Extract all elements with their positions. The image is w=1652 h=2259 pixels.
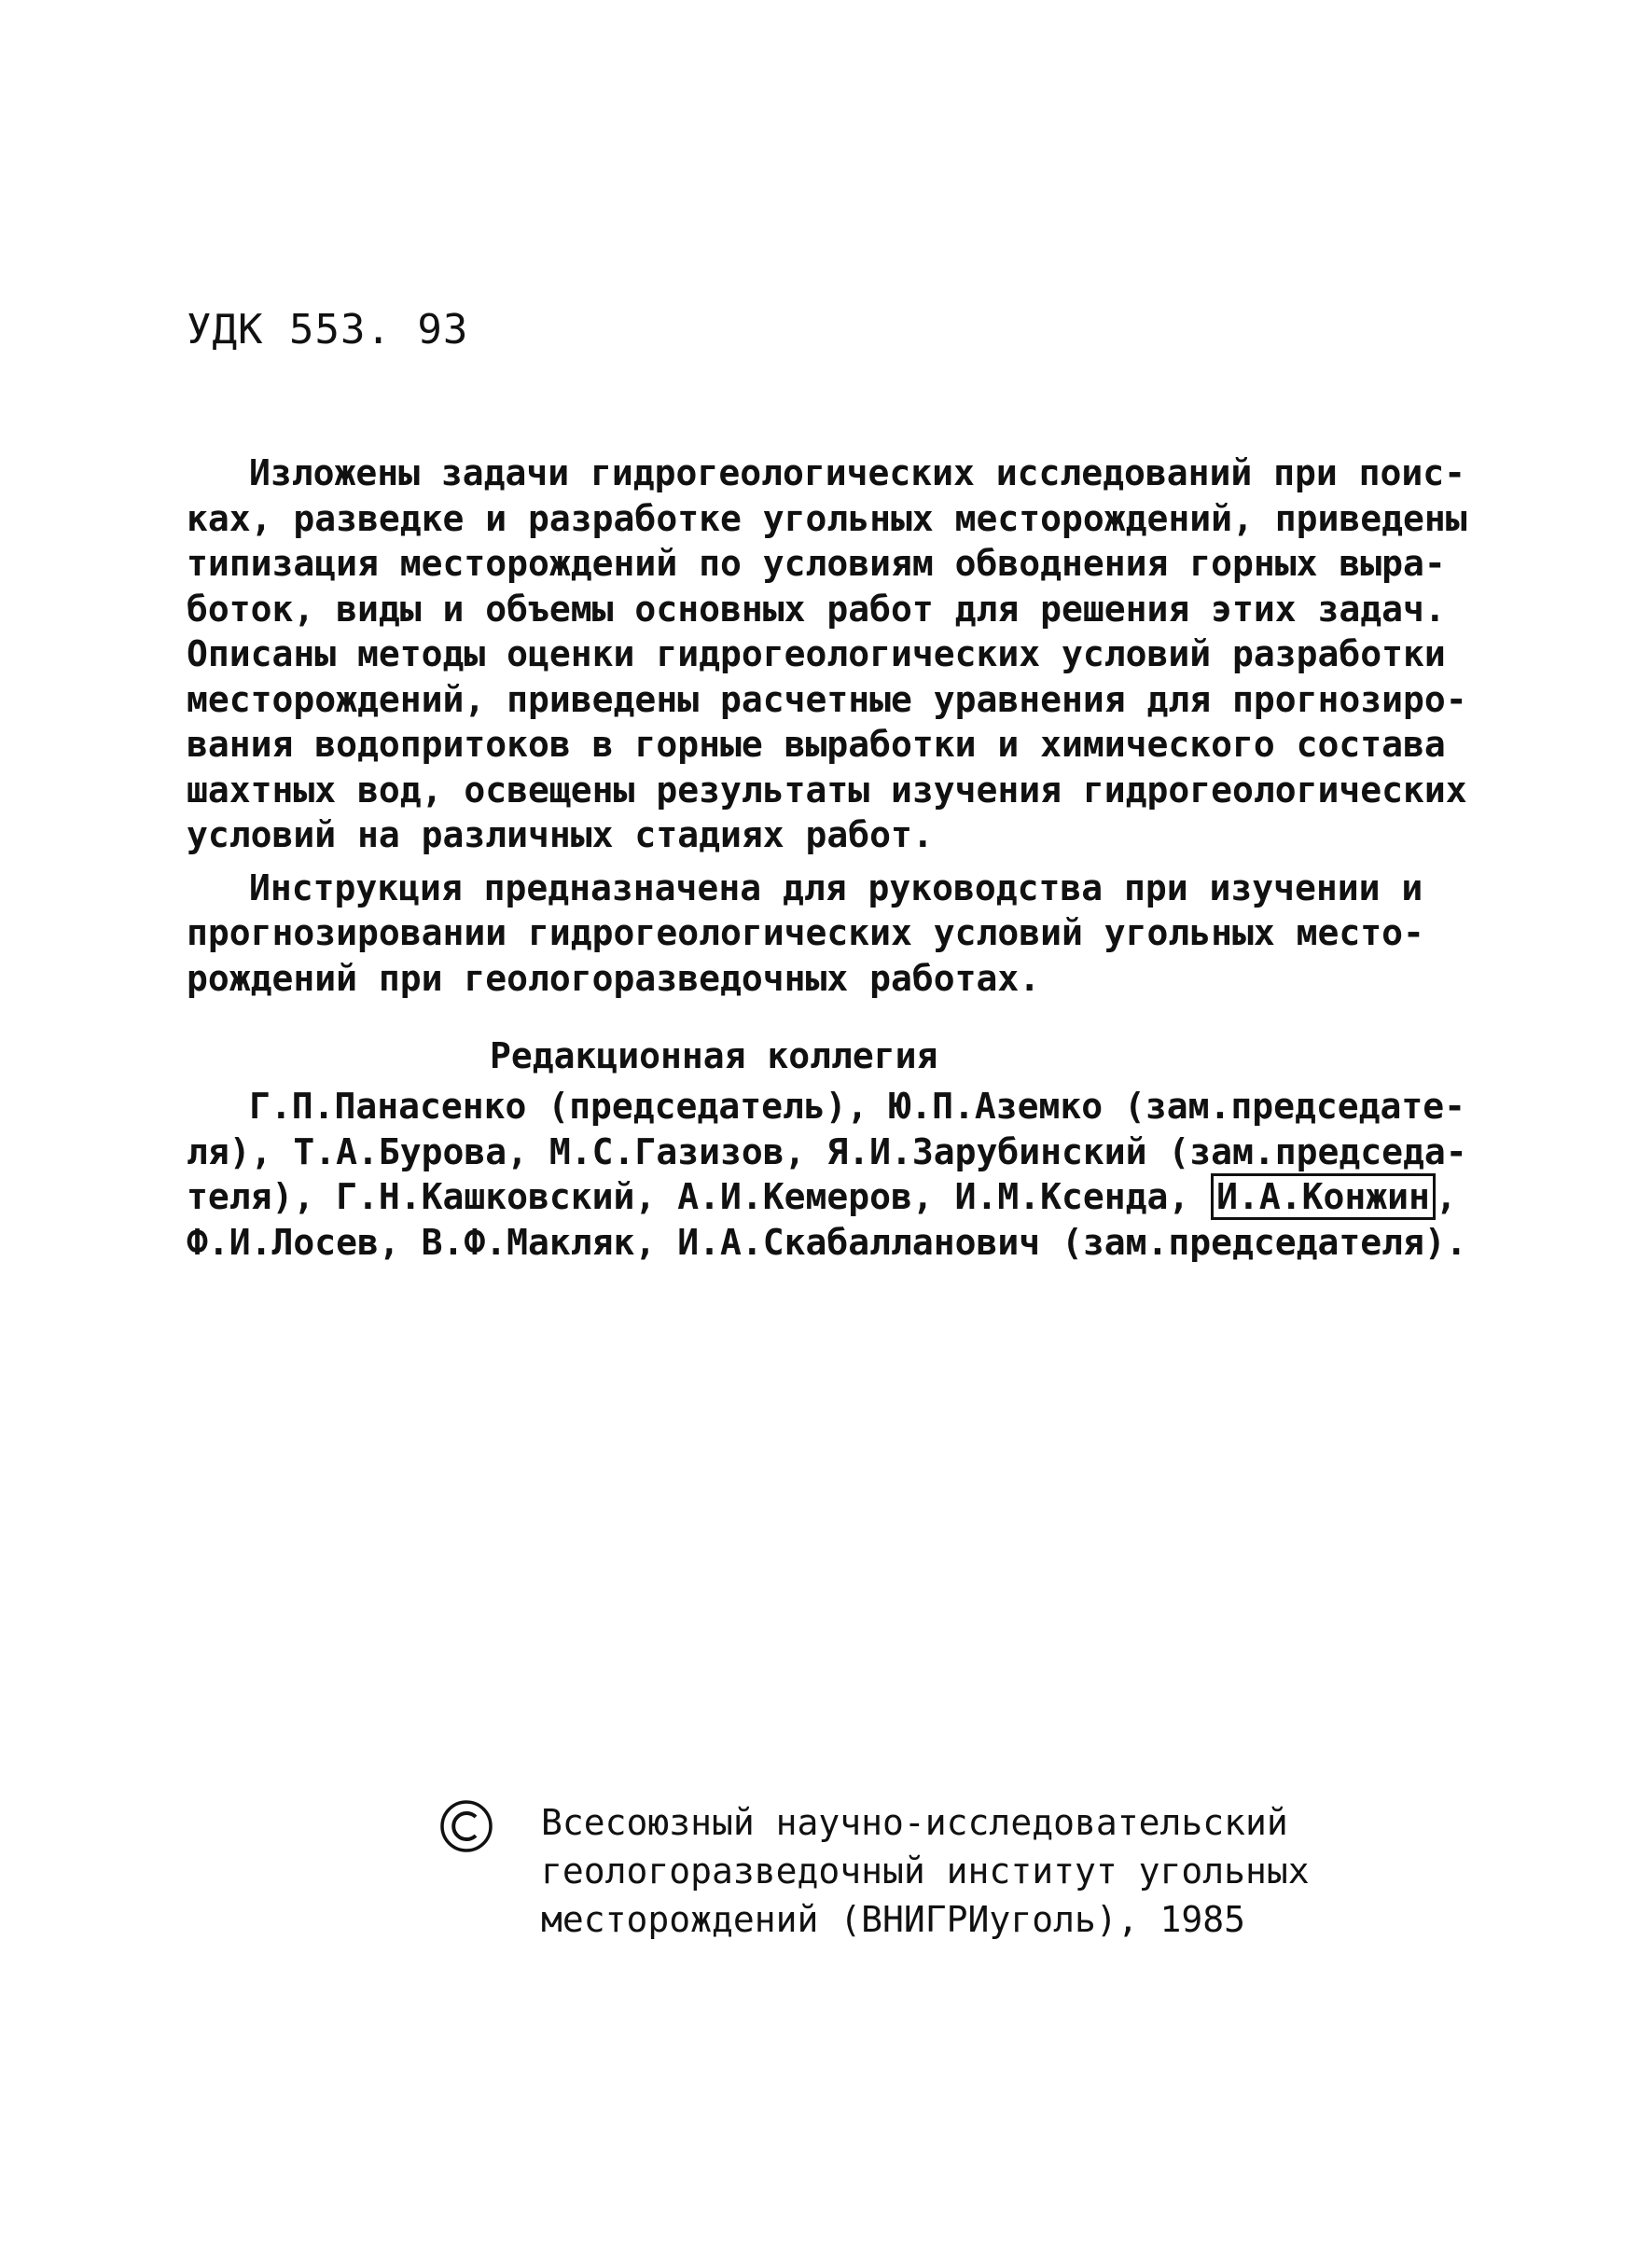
publisher-line: Всесоюзный научно-исследовательский bbox=[541, 1802, 1288, 1843]
board-line bbox=[187, 1174, 1492, 1220]
purpose-line: прогнозировании гидрогеологических условий угольных место- bbox=[187, 912, 1424, 953]
publisher bbox=[541, 1798, 1310, 1944]
publisher-line: геологоразведочный институт угольных bbox=[541, 1850, 1310, 1892]
boxed-deceased-member-name: И.А.Конжин bbox=[1211, 1173, 1436, 1220]
publisher-line: месторождений (ВНИГРИуголь), 1985 bbox=[541, 1899, 1245, 1940]
abstract bbox=[187, 450, 1492, 1001]
abstract-line: условий на различных стадиях работ. bbox=[187, 814, 934, 855]
abstract-line: ках, разведке и разработке угольных месторождений, приведены bbox=[187, 497, 1467, 539]
board-line: Г.П.Панасенко (председатель), Ю.П.Аземко (зам.председате- bbox=[249, 1086, 1466, 1127]
abstract-line: вания водопритоков в горные выработки и химического состава bbox=[187, 724, 1446, 765]
purpose-line: Инструкция предназначена для руководства при изучении и bbox=[249, 866, 1423, 908]
abstract-line: месторождений, приведены расчетные уравнения для прогнозиро- bbox=[187, 678, 1467, 720]
board-line: Ф.И.Лосев, В.Ф.Макляк, И.А.Скабалланович (зам.председателя). bbox=[187, 1221, 1467, 1263]
copyright-icon bbox=[438, 1798, 494, 1854]
editorial-board-title: Редакционная коллегия bbox=[490, 1035, 938, 1076]
board-line-text: теля), Г.Н.Кашковский, А.И.Кемеров, И.М.Ксенда, bbox=[187, 1176, 1212, 1217]
abstract-line: боток, виды и объемы основных работ для решения этих задач. bbox=[187, 588, 1446, 630]
abstract-line: Изложены задачи гидрогеологических исследований при поис- bbox=[249, 452, 1466, 493]
editorial-board bbox=[187, 1084, 1492, 1265]
copyright-block bbox=[438, 1798, 1371, 1985]
abstract-line: типизация месторождений по условиям обводнения горных выра- bbox=[187, 543, 1446, 584]
purpose-line: рождений при геологоразведочных работах. bbox=[187, 957, 1041, 999]
abstract-line: шахтных вод, освещены результаты изучения гидрогеологических bbox=[187, 769, 1467, 811]
abstract-line: Описаны методы оценки гидрогеологических условий разработки bbox=[187, 633, 1446, 674]
board-line: ля), Т.А.Бурова, М.С.Газизов, Я.И.Зарубинский (зам.председа- bbox=[187, 1130, 1467, 1172]
udk-code: УДК 553. 93 bbox=[187, 306, 469, 353]
board-line-comma: , bbox=[1435, 1176, 1457, 1217]
